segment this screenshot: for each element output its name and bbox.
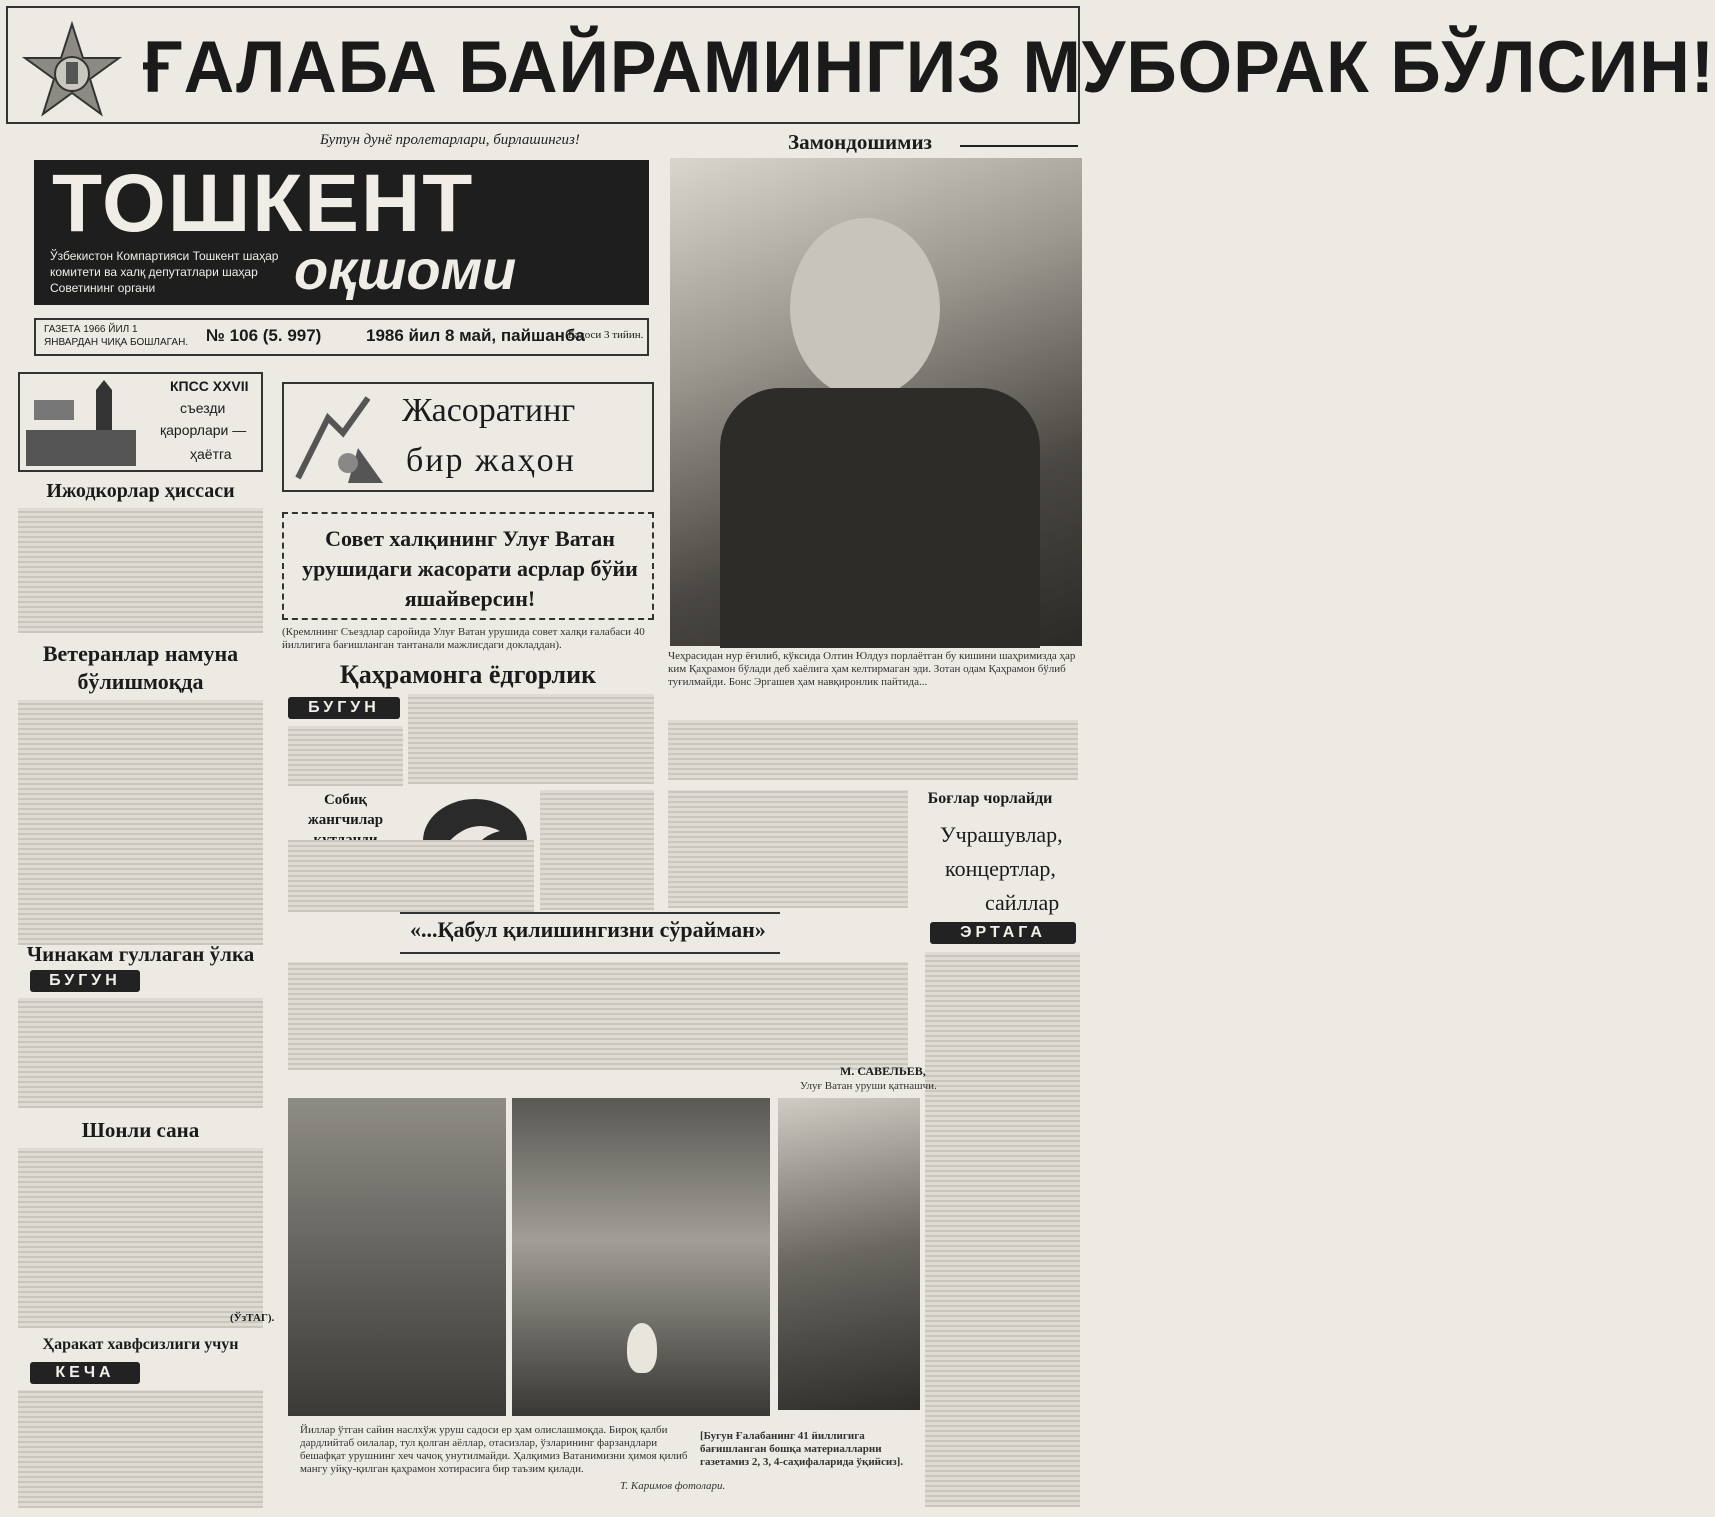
masthead-subtitle: оқшоми	[294, 238, 517, 301]
date-text	[18, 1148, 263, 1328]
monument-text-b	[288, 726, 403, 786]
masthead-slogan: Бутун дунё пролетарлари, бирлашингиз!	[320, 132, 580, 148]
tag-yesterday: КЕЧА	[30, 1362, 140, 1384]
quote-text: Совет халқининг Улуғ Ватан урушидаги жасорати асрлар бўйи яшайверсин!	[302, 526, 638, 611]
date-heading: Шонли сана	[81, 1118, 200, 1142]
issue-number: № 106 (5. 997)	[206, 326, 322, 345]
veterans-text	[18, 700, 263, 945]
safety-text	[18, 1390, 263, 1508]
order-star-icon	[22, 22, 122, 122]
issue-price: Баҳоси 3 тийин.	[568, 329, 644, 341]
ribbon-art-icon	[288, 388, 388, 488]
kpss-line-4: ҳаётга	[190, 446, 232, 462]
tag-today-1: БУГУН	[30, 970, 140, 992]
monument-heading: Қаҳрамонга ёдгорлик	[339, 660, 597, 689]
gardens-lead-3: сайллар	[985, 890, 1060, 915]
founded-note: ГАЗЕТА 1966 ЙИЛ 1 ЯНВАРДАН ЧИҚА БОШЛАГАН.	[44, 324, 189, 348]
gardens-lead-2: концертлар,	[945, 856, 1056, 881]
photo-woman-flowers	[288, 1098, 506, 1416]
gardens-heading: Боғлар чорлайди	[927, 790, 1053, 807]
masthead-publisher: Ўзбекистон Компартияси Тошкент шаҳар комитети ва халқ депутатлари шаҳар Советининг органи	[50, 249, 279, 295]
gardens-lead-1: Учрашувлар,	[940, 822, 1063, 847]
country-text	[18, 998, 263, 1108]
tass-byline: (ЎзТАГ).	[230, 1312, 275, 1324]
tag-tomorrow: ЭРТАГА	[930, 922, 1076, 944]
country-heading: Чинакам гуллаган ўлка	[26, 942, 255, 966]
kpss-line-3: қарорлари —	[160, 422, 247, 438]
hero-text-block	[668, 720, 1078, 780]
issue-date: 1986 йил 8 май, пайшанба	[366, 326, 585, 345]
request-heading: «...Қабул қилишингизни сўрайман»	[410, 917, 766, 942]
portrait-jacket	[720, 388, 1040, 648]
hero-right-text	[668, 790, 908, 908]
portrait-head	[790, 218, 940, 398]
tag-today-2: БУГУН	[288, 697, 400, 719]
photo-veteran-medals	[778, 1098, 920, 1410]
masthead-title: ТОШКЕНТ	[52, 158, 475, 249]
kpss-line-2: съезди	[180, 400, 226, 416]
banner	[6, 6, 1715, 124]
kremlin-icon	[26, 380, 136, 466]
contemporary-heading: Замондошимиз	[787, 130, 932, 154]
flame-icon	[627, 1323, 657, 1373]
hero-caption: Чеҳрасидан нур ёғилиб, кўксида Олтин Юлдуз порлаётган бу кишини шаҳримизда ҳар ким Қаҳрамон бўлади деб хаёлига ҳам келтирмаган эди. Зотан одам Қаҳрамон бўлиб туғилмайди. Бонс Эргашев ҳам навқиронлик пайтида...	[668, 650, 1076, 688]
courage-line-1: Жасоратинг	[402, 392, 576, 429]
safety-heading: Ҳаракат хавфсизлиги учун	[42, 1336, 239, 1353]
monument-text-a	[408, 694, 654, 784]
masthead	[34, 160, 649, 305]
creators-heading: Ижодкорлар ҳиссаси	[46, 480, 235, 502]
veteran-photo-caption: [Бугун Ғалабанинг 41 йиллигига бағишланган бошқа материалларни газетамиз 2, 3, 4-саҳифаларида ўқийсиз].	[700, 1430, 904, 1468]
courage-box	[282, 382, 654, 492]
banner-headline: ҒАЛАБА БАЙРАМИНГИЗ МУБОРАК БЎЛСИН!	[143, 26, 1715, 108]
kpss-line-1: КПСС XXVII	[170, 378, 249, 394]
photos-credit: Т. Каримов фотолари.	[620, 1480, 726, 1492]
photos-caption: Йиллар ўтган сайин наслхўж уруш садоси ер ҳам олислашмоқда. Бироқ қалби дардлийтаб оилалар, тул қолган аёллар, отасизлар, ўзларининг фарзандлари бешафқат урушнинг хеч чачоқ унутилмайди. Ҳалқимиз Ватанимизни ҳимоя қилиб мангу уйқу-қилган қаҳрамон хотирасига бир таъзим қилади.	[300, 1424, 688, 1475]
request-box	[400, 912, 780, 954]
contemporary-rule	[960, 145, 1078, 147]
request-text	[288, 962, 908, 1070]
savelyev-role: Улуғ Ватан уруши қатнашчи.	[800, 1080, 937, 1092]
quote-note: (Кремлнинг Съездлар саройида Улуғ Ватан урушида совет халқи ғалабаси 40 йиллигига бағишланган тантанали мажлисдаги докладдан).	[282, 626, 645, 651]
issue-line	[34, 318, 649, 356]
quote-box	[282, 512, 654, 620]
kpss-box	[18, 372, 263, 472]
photo-eternal-flame	[512, 1098, 770, 1416]
soldiers-heading: Собиқ жангчилар	[307, 792, 384, 828]
peace-text	[540, 790, 654, 910]
creators-text	[18, 508, 263, 633]
courage-line-2: бир жаҳон	[406, 442, 576, 479]
veterans-heading: Ветеранлар намуна бўлишмоқда	[42, 641, 239, 694]
savelyev-name: М. САВЕЛЬЕВ,	[840, 1064, 926, 1078]
gardens-text	[925, 952, 1080, 1507]
soldiers-text	[288, 840, 534, 912]
veteran-portrait-photo	[670, 158, 1082, 646]
